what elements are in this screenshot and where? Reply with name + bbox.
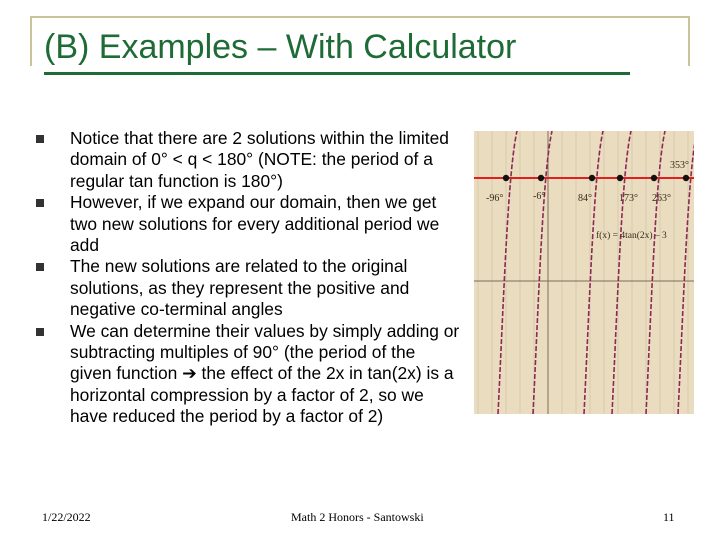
frame-top-border <box>30 16 690 18</box>
frame-right-border <box>688 16 690 66</box>
bullet-item <box>36 256 461 320</box>
solution-label: -6° <box>533 191 546 202</box>
square-bullet-icon <box>36 199 44 207</box>
footer-title: Math 2 Honors - Santowski <box>291 510 424 524</box>
solution-label: 263° <box>652 193 671 204</box>
bullet-text: The new solutions are related to the original solutions, as they represent the positive and negative co-terminal angles <box>70 256 410 320</box>
intersection-point <box>589 175 595 181</box>
square-bullet-icon <box>36 135 44 143</box>
square-bullet-icon <box>36 263 44 271</box>
bullet-text: However, if we expand our domain, then we get two new solutions for every additional period we add <box>70 192 440 256</box>
intersection-point <box>503 175 509 181</box>
slide-title: (B) Examples – With Calculator <box>44 28 517 66</box>
solution-label: 173° <box>619 193 638 204</box>
bullet-item <box>36 321 461 428</box>
solution-label: 353° <box>670 160 689 171</box>
square-bullet-icon <box>36 328 44 336</box>
tangent-graph <box>474 131 694 414</box>
intersection-point <box>651 175 657 181</box>
intersection-point <box>683 175 689 181</box>
bullet-text: We can determine their values by simply adding or subtracting multiples of 90° (the period of the given function ➔ the effect of the 2x in tan(2x) is a horizontal compression by a factor of 2, so we have reduced the period by a factor of 2) <box>70 320 460 427</box>
frame-left-border <box>30 16 32 66</box>
solution-label: -96° <box>486 193 504 204</box>
intersection-point <box>617 175 623 181</box>
bullet-item <box>36 192 461 256</box>
bullet-text: Notice that there are 2 solutions within the limited domain of 0° < q < 180° (NOTE: the period of a regular tan function is 180°) <box>70 128 449 191</box>
intersection-point <box>538 175 544 181</box>
solution-label: 84° <box>578 193 592 204</box>
title-underline <box>44 72 630 75</box>
function-label: f(x) = 4tan(2x) – 3 <box>596 231 667 241</box>
bullet-item <box>36 128 461 192</box>
page-number: 11 <box>663 510 675 524</box>
graph-background <box>474 131 694 414</box>
footer-date: 1/22/2022 <box>42 510 91 524</box>
bullet-list <box>36 128 461 428</box>
